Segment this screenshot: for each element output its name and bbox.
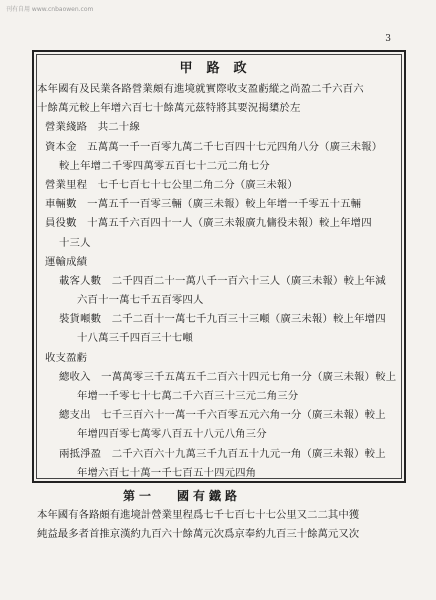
capital-line-1: 資本金 五萬萬一千一百零九萬二千七百四十七元四角八分（廣三未報） (45, 140, 383, 153)
lines-total: 營業綫路 共二十線 (45, 121, 140, 134)
passengers-line-1: 載客人數 二千四百二十一萬八千一百六十三人（廣三未報）較上年減 (59, 274, 386, 287)
section-title: 甲路政 (179, 61, 261, 76)
section-national-railways (37, 486, 407, 544)
mileage: 營業里程 七千七百七十七公里二角二分（廣三未報） (45, 178, 298, 191)
section-name: 國有鐵路 (177, 489, 242, 503)
net-line-1: 兩抵淨盈 二千六百六十九萬三千九百五十九元一角（廣三未報）較上 (59, 447, 386, 460)
capital-line-2: 較上年增二千零四萬零五百七十二元二角七分 (59, 159, 270, 172)
staff-line-1: 員役數 十萬五千六百四十一人（廣三未報廣九傭役未報）較上年增四 (45, 217, 372, 230)
freight-line-1: 裝貨噸數 二千二百十一萬七千九百三十三噸（廣三未報）較上年增四 (59, 313, 386, 326)
finance-heading: 收支盈虧 (45, 351, 88, 364)
passengers-line-2: 六百十一萬七千五百零四人 (77, 294, 204, 307)
income-line-1: 總收入 一萬萬零三千五萬五千二百六十四元七角一分（廣三未報）較上 (59, 370, 397, 383)
expense-line-1: 總支出 七千三百六十一萬一千六百零五元六角一分（廣三未報）較上 (59, 409, 386, 422)
watermark: 刊有自用 www.cnbaowen.com (6, 6, 94, 13)
income-line-2: 年增一千零七十七萬二千六百三十三元二角三分 (77, 390, 299, 402)
section-number: 第一 (123, 489, 156, 503)
net-line-2: 年增六百七十萬一千七百五十四元四角 (77, 466, 257, 479)
freight-line-2: 十八萬三千四百三十七噸 (77, 332, 193, 345)
railway-text-line-1: 本年國有各路頗有進境計營業里程爲七千七百七十七公里又二二其中獲 (37, 509, 360, 521)
intro-line-2: 十餘萬元較上年增六百七十餘萬元茲特將其要況揭橥於左 (37, 102, 301, 115)
expense-line-2: 年增四百零七萬零八百五十八元八角三分 (77, 428, 267, 441)
railway-text-line-2: 純益最多者首推京漢約九百六十餘萬元次爲京奉約九百三十餘萬元又次 (37, 528, 360, 541)
page-number: 3 (385, 34, 391, 44)
vehicles: 車輛數 一萬五千一百零三輛（廣三未報）較上年增一千零五十五輛 (45, 198, 362, 211)
section-heading-2 (37, 486, 407, 506)
section-road-administration (37, 58, 403, 483)
staff-line-2: 十三人 (59, 236, 91, 249)
intro-line-1: 本年國有及民業各路營業頗有進境就實際收支盈虧縱之尚盈二千六百六 (37, 83, 364, 95)
transport-heading: 運輸成績 (45, 255, 88, 268)
